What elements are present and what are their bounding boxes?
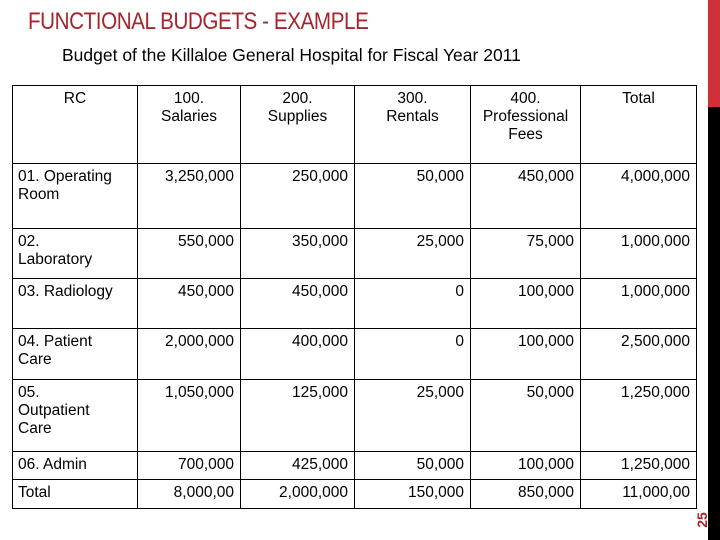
header-label: 300. Rentals — [386, 90, 439, 125]
header-label: 400. Professional Fees — [482, 90, 569, 143]
supplies-cell: 400,000 — [241, 329, 355, 380]
header-label: RC — [63, 90, 87, 107]
table-row — [13, 279, 697, 329]
header-label: Total — [622, 90, 655, 107]
salaries-cell: 2,000,000 — [138, 329, 241, 380]
salaries-cell: 3,250,000 — [138, 164, 241, 229]
total-cell: 1,250,000 — [581, 380, 697, 452]
rc-cell: 03. Radiology — [13, 279, 138, 329]
fees-cell: 50,000 — [471, 380, 581, 452]
fees-cell: 100,000 — [471, 329, 581, 380]
total-cell: 2,500,000 — [581, 329, 697, 380]
rc-cell: 01. Operating Room — [13, 164, 138, 229]
header-rentals — [355, 86, 471, 164]
supplies-cell: 450,000 — [241, 279, 355, 329]
rc-cell: 02. Laboratory — [13, 229, 138, 279]
rentals-cell: 25,000 — [355, 380, 471, 452]
total-cell: 1,000,000 — [581, 229, 697, 279]
supplies-cell: 425,000 — [241, 452, 355, 480]
table-total-row — [13, 480, 697, 509]
total-cell: 1,000,000 — [581, 279, 697, 329]
fees-cell: 450,000 — [471, 164, 581, 229]
header-supplies — [241, 86, 355, 164]
slide-title: FUNCTIONAL BUDGETS - EXAMPLE — [28, 8, 369, 35]
rentals-cell: 150,000 — [355, 480, 471, 509]
fees-cell: 100,000 — [471, 452, 581, 480]
table-row — [13, 452, 697, 480]
header-professional-fees — [471, 86, 581, 164]
salaries-cell: 8,000,00 — [138, 480, 241, 509]
salaries-cell: 450,000 — [138, 279, 241, 329]
fees-cell: 75,000 — [471, 229, 581, 279]
header-total — [581, 86, 697, 164]
table-row — [13, 164, 697, 229]
rc-cell: 06. Admin — [13, 452, 138, 480]
header-rc — [13, 86, 138, 164]
table-row — [13, 380, 697, 452]
supplies-cell: 350,000 — [241, 229, 355, 279]
total-cell: 4,000,000 — [581, 164, 697, 229]
header-label: 100. Salaries — [161, 90, 217, 125]
salaries-cell: 550,000 — [138, 229, 241, 279]
salaries-cell: 700,000 — [138, 452, 241, 480]
fees-cell: 100,000 — [471, 279, 581, 329]
rentals-cell: 0 — [355, 279, 471, 329]
table-header-row — [13, 86, 697, 164]
salaries-cell: 1,050,000 — [138, 380, 241, 452]
rentals-cell: 50,000 — [355, 164, 471, 229]
supplies-cell: 250,000 — [241, 164, 355, 229]
supplies-cell: 125,000 — [241, 380, 355, 452]
budget-table — [12, 85, 697, 509]
supplies-cell: 2,000,000 — [241, 480, 355, 509]
header-salaries — [138, 86, 241, 164]
rc-cell: 05. Outpatient Care — [13, 380, 138, 452]
table-row — [13, 329, 697, 380]
total-cell: 1,250,000 — [581, 452, 697, 480]
rc-cell: 04. Patient Care — [13, 329, 138, 380]
header-label: 200. Supplies — [267, 90, 328, 125]
fees-cell: 850,000 — [471, 480, 581, 509]
rentals-cell: 0 — [355, 329, 471, 380]
accent-bar-black — [708, 107, 720, 540]
accent-bar-red — [708, 0, 720, 107]
total-cell: 11,000,00 — [581, 480, 697, 509]
rentals-cell: 50,000 — [355, 452, 471, 480]
rentals-cell: 25,000 — [355, 229, 471, 279]
table-caption: Budget of the Killaloe General Hospital for Fiscal Year 2011 — [62, 45, 521, 65]
table-row — [13, 229, 697, 279]
page-number: 25 — [694, 512, 710, 528]
rc-cell: Total — [13, 480, 138, 509]
